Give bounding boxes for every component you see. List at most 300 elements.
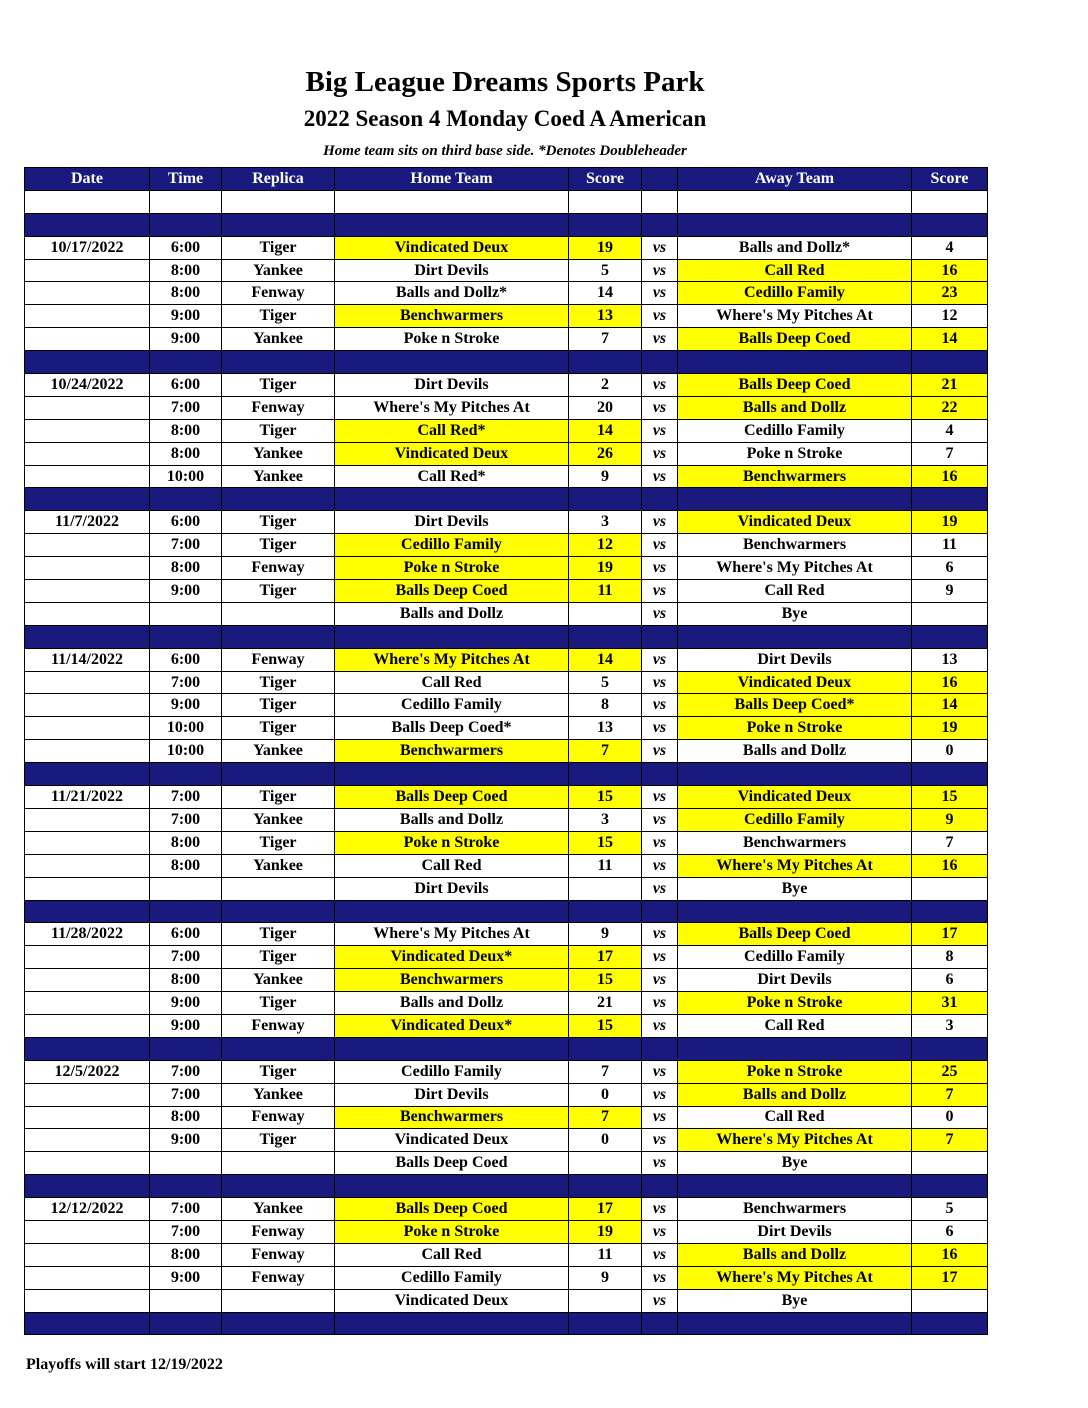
empty-cell xyxy=(642,1175,678,1198)
game-time: 8:00 xyxy=(150,259,222,282)
game-row xyxy=(25,694,988,717)
away-team: Call Red xyxy=(678,1106,912,1129)
away-score: 31 xyxy=(912,992,988,1015)
home-score xyxy=(569,1289,642,1312)
game-date: 11/21/2022 xyxy=(25,786,150,809)
empty-cell xyxy=(642,190,678,213)
empty-cell xyxy=(642,351,678,374)
vs-label: vs xyxy=(642,1289,678,1312)
game-row xyxy=(25,419,988,442)
game-time: 9:00 xyxy=(150,1129,222,1152)
col-header-home-team: Home Team xyxy=(335,168,569,191)
empty-cell xyxy=(642,625,678,648)
home-score: 3 xyxy=(569,511,642,534)
vs-label: vs xyxy=(642,946,678,969)
vs-label: vs xyxy=(642,374,678,397)
away-score: 6 xyxy=(912,1220,988,1243)
away-score: 4 xyxy=(912,419,988,442)
game-field: Fenway xyxy=(222,282,335,305)
empty-cell xyxy=(678,1037,912,1060)
game-row xyxy=(25,992,988,1015)
home-team: Balls Deep Coed xyxy=(335,1198,569,1221)
game-field: Yankee xyxy=(222,1198,335,1221)
game-date: 11/7/2022 xyxy=(25,511,150,534)
away-team: Dirt Devils xyxy=(678,1220,912,1243)
away-team: Poke n Stroke xyxy=(678,992,912,1015)
home-team: Balls and Dollz xyxy=(335,602,569,625)
vs-label: vs xyxy=(642,1198,678,1221)
vs-label: vs xyxy=(642,877,678,900)
away-team: Benchwarmers xyxy=(678,534,912,557)
away-score: 0 xyxy=(912,740,988,763)
empty-cell xyxy=(25,213,150,236)
home-team: Vindicated Deux* xyxy=(335,946,569,969)
away-team: Poke n Stroke xyxy=(678,1060,912,1083)
home-score xyxy=(569,602,642,625)
away-score: 13 xyxy=(912,648,988,671)
home-team: Dirt Devils xyxy=(335,374,569,397)
game-time: 8:00 xyxy=(150,1243,222,1266)
schedule-table xyxy=(24,167,988,1335)
empty-cell xyxy=(150,1037,222,1060)
game-row xyxy=(25,396,988,419)
game-field: Tiger xyxy=(222,786,335,809)
away-team: Vindicated Deux xyxy=(678,671,912,694)
game-time: 6:00 xyxy=(150,236,222,259)
away-score: 9 xyxy=(912,580,988,603)
away-score xyxy=(912,877,988,900)
home-team: Balls Deep Coed xyxy=(335,786,569,809)
away-score xyxy=(912,602,988,625)
empty-cell xyxy=(150,763,222,786)
away-team: Balls Deep Coed xyxy=(678,374,912,397)
vs-label: vs xyxy=(642,831,678,854)
away-team: Balls and Dollz xyxy=(678,396,912,419)
empty-cell xyxy=(150,1312,222,1335)
home-score: 15 xyxy=(569,786,642,809)
home-team: Call Red* xyxy=(335,465,569,488)
game-time: 8:00 xyxy=(150,854,222,877)
game-field: Tiger xyxy=(222,305,335,328)
game-date xyxy=(25,854,150,877)
home-team: Vindicated Deux xyxy=(335,1129,569,1152)
game-row xyxy=(25,1266,988,1289)
vs-label: vs xyxy=(642,534,678,557)
col-header-replica: Replica xyxy=(222,168,335,191)
empty-cell xyxy=(222,900,335,923)
away-score: 12 xyxy=(912,305,988,328)
vs-label: vs xyxy=(642,740,678,763)
game-field: Yankee xyxy=(222,854,335,877)
game-date xyxy=(25,580,150,603)
home-team: Dirt Devils xyxy=(335,1083,569,1106)
empty-cell xyxy=(25,625,150,648)
empty-cell xyxy=(150,213,222,236)
game-date xyxy=(25,1106,150,1129)
empty-cell xyxy=(569,625,642,648)
empty-cell xyxy=(912,900,988,923)
vs-label: vs xyxy=(642,1106,678,1129)
home-score xyxy=(569,877,642,900)
away-score: 7 xyxy=(912,831,988,854)
empty-cell xyxy=(642,763,678,786)
game-field: Tiger xyxy=(222,580,335,603)
game-date xyxy=(25,946,150,969)
game-row xyxy=(25,236,988,259)
away-score: 16 xyxy=(912,259,988,282)
game-time: 9:00 xyxy=(150,992,222,1015)
empty-cell xyxy=(569,1312,642,1335)
week-separator xyxy=(25,213,988,236)
game-time xyxy=(150,877,222,900)
away-score: 15 xyxy=(912,786,988,809)
vs-label: vs xyxy=(642,717,678,740)
away-team: Benchwarmers xyxy=(678,465,912,488)
empty-cell xyxy=(222,1037,335,1060)
away-score: 22 xyxy=(912,396,988,419)
home-score: 14 xyxy=(569,419,642,442)
page-subtitle: 2022 Season 4 Monday Coed A American xyxy=(303,106,707,131)
home-team: Call Red* xyxy=(335,419,569,442)
vs-label: vs xyxy=(642,671,678,694)
game-date: 10/17/2022 xyxy=(25,236,150,259)
empty-cell xyxy=(678,190,912,213)
vs-label: vs xyxy=(642,580,678,603)
home-score: 7 xyxy=(569,1060,642,1083)
empty-cell xyxy=(678,763,912,786)
empty-cell xyxy=(222,190,335,213)
away-team: Where's My Pitches At xyxy=(678,305,912,328)
vs-label: vs xyxy=(642,854,678,877)
home-team: Balls Deep Coed xyxy=(335,580,569,603)
away-score: 14 xyxy=(912,328,988,351)
game-row xyxy=(25,328,988,351)
empty-cell xyxy=(642,1037,678,1060)
empty-cell xyxy=(25,1175,150,1198)
game-field xyxy=(222,602,335,625)
week-separator xyxy=(25,900,988,923)
game-field: Fenway xyxy=(222,1266,335,1289)
home-team: Vindicated Deux xyxy=(335,442,569,465)
vs-label: vs xyxy=(642,1014,678,1037)
away-team: Balls Deep Coed xyxy=(678,328,912,351)
game-time: 10:00 xyxy=(150,465,222,488)
game-time: 7:00 xyxy=(150,808,222,831)
vs-label: vs xyxy=(642,969,678,992)
empty-cell xyxy=(25,351,150,374)
away-team: Benchwarmers xyxy=(678,831,912,854)
game-date xyxy=(25,305,150,328)
game-date xyxy=(25,671,150,694)
home-score: 14 xyxy=(569,648,642,671)
away-team: Where's My Pitches At xyxy=(678,1129,912,1152)
game-date xyxy=(25,1129,150,1152)
away-score: 16 xyxy=(912,465,988,488)
away-team: Bye xyxy=(678,602,912,625)
game-field: Tiger xyxy=(222,374,335,397)
game-date xyxy=(25,282,150,305)
page-title: Big League Dreams Sports Park xyxy=(305,66,705,98)
empty-cell xyxy=(912,1037,988,1060)
away-score: 5 xyxy=(912,1198,988,1221)
away-score: 11 xyxy=(912,534,988,557)
empty-cell xyxy=(569,213,642,236)
empty-cell xyxy=(150,1175,222,1198)
game-row xyxy=(25,534,988,557)
home-score: 11 xyxy=(569,580,642,603)
vs-label: vs xyxy=(642,1152,678,1175)
col-header-time: Time xyxy=(150,168,222,191)
game-time: 8:00 xyxy=(150,557,222,580)
home-score: 0 xyxy=(569,1083,642,1106)
away-team: Balls Deep Coed xyxy=(678,923,912,946)
game-time: 6:00 xyxy=(150,923,222,946)
game-time: 8:00 xyxy=(150,282,222,305)
game-time xyxy=(150,602,222,625)
vs-label: vs xyxy=(642,808,678,831)
home-score: 5 xyxy=(569,259,642,282)
home-team: Vindicated Deux xyxy=(335,236,569,259)
away-score: 3 xyxy=(912,1014,988,1037)
game-row xyxy=(25,854,988,877)
empty-cell xyxy=(222,1312,335,1335)
vs-label: vs xyxy=(642,282,678,305)
game-time: 8:00 xyxy=(150,969,222,992)
away-score: 7 xyxy=(912,1083,988,1106)
empty-cell xyxy=(912,488,988,511)
away-team: Benchwarmers xyxy=(678,1198,912,1221)
empty-cell xyxy=(150,190,222,213)
home-score: 7 xyxy=(569,740,642,763)
game-row xyxy=(25,1129,988,1152)
empty-cell xyxy=(25,488,150,511)
away-score: 6 xyxy=(912,557,988,580)
away-team: Cedillo Family xyxy=(678,282,912,305)
away-team: Call Red xyxy=(678,259,912,282)
away-team: Bye xyxy=(678,877,912,900)
empty-cell xyxy=(335,351,569,374)
empty-cell xyxy=(222,488,335,511)
game-field: Tiger xyxy=(222,946,335,969)
away-score: 0 xyxy=(912,1106,988,1129)
game-field: Tiger xyxy=(222,1060,335,1083)
col-header-vs xyxy=(642,168,678,191)
away-score: 17 xyxy=(912,923,988,946)
home-score: 9 xyxy=(569,923,642,946)
home-team: Poke n Stroke xyxy=(335,557,569,580)
game-time: 7:00 xyxy=(150,1083,222,1106)
game-date xyxy=(25,992,150,1015)
empty-cell xyxy=(912,763,988,786)
empty-cell xyxy=(335,763,569,786)
vs-label: vs xyxy=(642,648,678,671)
game-row xyxy=(25,557,988,580)
empty-cell xyxy=(150,351,222,374)
empty-cell xyxy=(335,190,569,213)
game-row xyxy=(25,671,988,694)
empty-cell xyxy=(912,190,988,213)
game-date xyxy=(25,1243,150,1266)
game-field xyxy=(222,1289,335,1312)
game-row xyxy=(25,740,988,763)
away-score: 17 xyxy=(912,1266,988,1289)
game-row xyxy=(25,305,988,328)
home-score: 3 xyxy=(569,808,642,831)
empty-cell xyxy=(569,1037,642,1060)
game-row xyxy=(25,1014,988,1037)
game-time: 8:00 xyxy=(150,831,222,854)
home-score xyxy=(569,1152,642,1175)
away-score: 16 xyxy=(912,671,988,694)
game-field: Tiger xyxy=(222,992,335,1015)
away-score xyxy=(912,1289,988,1312)
game-field: Tiger xyxy=(222,671,335,694)
game-field: Yankee xyxy=(222,969,335,992)
home-score: 2 xyxy=(569,374,642,397)
away-score: 8 xyxy=(912,946,988,969)
home-team: Call Red xyxy=(335,1243,569,1266)
empty-cell xyxy=(678,1312,912,1335)
game-time: 9:00 xyxy=(150,1014,222,1037)
away-score: 4 xyxy=(912,236,988,259)
game-field: Yankee xyxy=(222,808,335,831)
home-score: 19 xyxy=(569,557,642,580)
empty-cell xyxy=(912,351,988,374)
game-date: 11/28/2022 xyxy=(25,923,150,946)
away-team: Cedillo Family xyxy=(678,419,912,442)
game-time: 8:00 xyxy=(150,1106,222,1129)
week-separator xyxy=(25,1312,988,1335)
home-team: Cedillo Family xyxy=(335,694,569,717)
vs-label: vs xyxy=(642,305,678,328)
game-time: 10:00 xyxy=(150,717,222,740)
empty-cell xyxy=(569,900,642,923)
game-field: Tiger xyxy=(222,717,335,740)
empty-cell xyxy=(678,213,912,236)
game-time: 8:00 xyxy=(150,419,222,442)
game-field: Yankee xyxy=(222,259,335,282)
game-row xyxy=(25,808,988,831)
game-date xyxy=(25,419,150,442)
empty-cell xyxy=(335,625,569,648)
game-date xyxy=(25,328,150,351)
vs-label: vs xyxy=(642,786,678,809)
game-row xyxy=(25,1106,988,1129)
away-team: Balls Deep Coed* xyxy=(678,694,912,717)
home-team: Where's My Pitches At xyxy=(335,648,569,671)
home-team: Benchwarmers xyxy=(335,1106,569,1129)
game-time: 6:00 xyxy=(150,374,222,397)
away-score: 14 xyxy=(912,694,988,717)
game-date xyxy=(25,694,150,717)
away-team: Balls and Dollz xyxy=(678,1243,912,1266)
game-field: Yankee xyxy=(222,1083,335,1106)
vs-label: vs xyxy=(642,992,678,1015)
home-score: 11 xyxy=(569,854,642,877)
empty-cell xyxy=(569,488,642,511)
game-time: 9:00 xyxy=(150,328,222,351)
away-team: Poke n Stroke xyxy=(678,442,912,465)
empty-cell xyxy=(335,488,569,511)
game-time: 9:00 xyxy=(150,580,222,603)
game-field: Tiger xyxy=(222,534,335,557)
game-date xyxy=(25,1014,150,1037)
away-score: 16 xyxy=(912,854,988,877)
away-score: 23 xyxy=(912,282,988,305)
empty-cell xyxy=(569,763,642,786)
empty-cell xyxy=(912,1175,988,1198)
home-team: Poke n Stroke xyxy=(335,328,569,351)
game-time: 9:00 xyxy=(150,305,222,328)
home-team: Balls and Dollz xyxy=(335,808,569,831)
game-field: Fenway xyxy=(222,1014,335,1037)
game-row xyxy=(25,923,988,946)
game-row xyxy=(25,1198,988,1221)
game-time: 9:00 xyxy=(150,694,222,717)
game-date xyxy=(25,602,150,625)
home-team: Where's My Pitches At xyxy=(335,396,569,419)
game-field: Fenway xyxy=(222,648,335,671)
game-field: Yankee xyxy=(222,442,335,465)
home-score: 15 xyxy=(569,831,642,854)
empty-cell xyxy=(642,213,678,236)
game-date: 12/12/2022 xyxy=(25,1198,150,1221)
game-date xyxy=(25,1152,150,1175)
col-header-away-score: Score xyxy=(912,168,988,191)
home-score: 8 xyxy=(569,694,642,717)
home-score: 19 xyxy=(569,1220,642,1243)
game-row xyxy=(25,442,988,465)
home-team: Vindicated Deux xyxy=(335,1289,569,1312)
game-row xyxy=(25,580,988,603)
game-date xyxy=(25,808,150,831)
home-team: Dirt Devils xyxy=(335,877,569,900)
game-row xyxy=(25,831,988,854)
away-team: Cedillo Family xyxy=(678,946,912,969)
game-time: 7:00 xyxy=(150,1220,222,1243)
game-row xyxy=(25,1152,988,1175)
game-row xyxy=(25,717,988,740)
game-field: Yankee xyxy=(222,328,335,351)
vs-label: vs xyxy=(642,694,678,717)
home-score: 15 xyxy=(569,1014,642,1037)
away-score xyxy=(912,1152,988,1175)
empty-cell xyxy=(335,1037,569,1060)
vs-label: vs xyxy=(642,1266,678,1289)
game-date xyxy=(25,1220,150,1243)
empty-cell xyxy=(335,1312,569,1335)
game-field: Tiger xyxy=(222,236,335,259)
game-date xyxy=(25,465,150,488)
game-field: Tiger xyxy=(222,419,335,442)
game-time xyxy=(150,1289,222,1312)
game-date xyxy=(25,877,150,900)
game-date xyxy=(25,1083,150,1106)
home-score: 9 xyxy=(569,465,642,488)
game-date xyxy=(25,259,150,282)
empty-cell xyxy=(642,488,678,511)
home-score: 7 xyxy=(569,328,642,351)
away-team: Call Red xyxy=(678,1014,912,1037)
away-team: Balls and Dollz xyxy=(678,740,912,763)
empty-cell xyxy=(150,900,222,923)
game-row xyxy=(25,1289,988,1312)
home-team: Vindicated Deux* xyxy=(335,1014,569,1037)
week-separator xyxy=(25,488,988,511)
home-score: 19 xyxy=(569,236,642,259)
game-row xyxy=(25,259,988,282)
game-field: Tiger xyxy=(222,923,335,946)
